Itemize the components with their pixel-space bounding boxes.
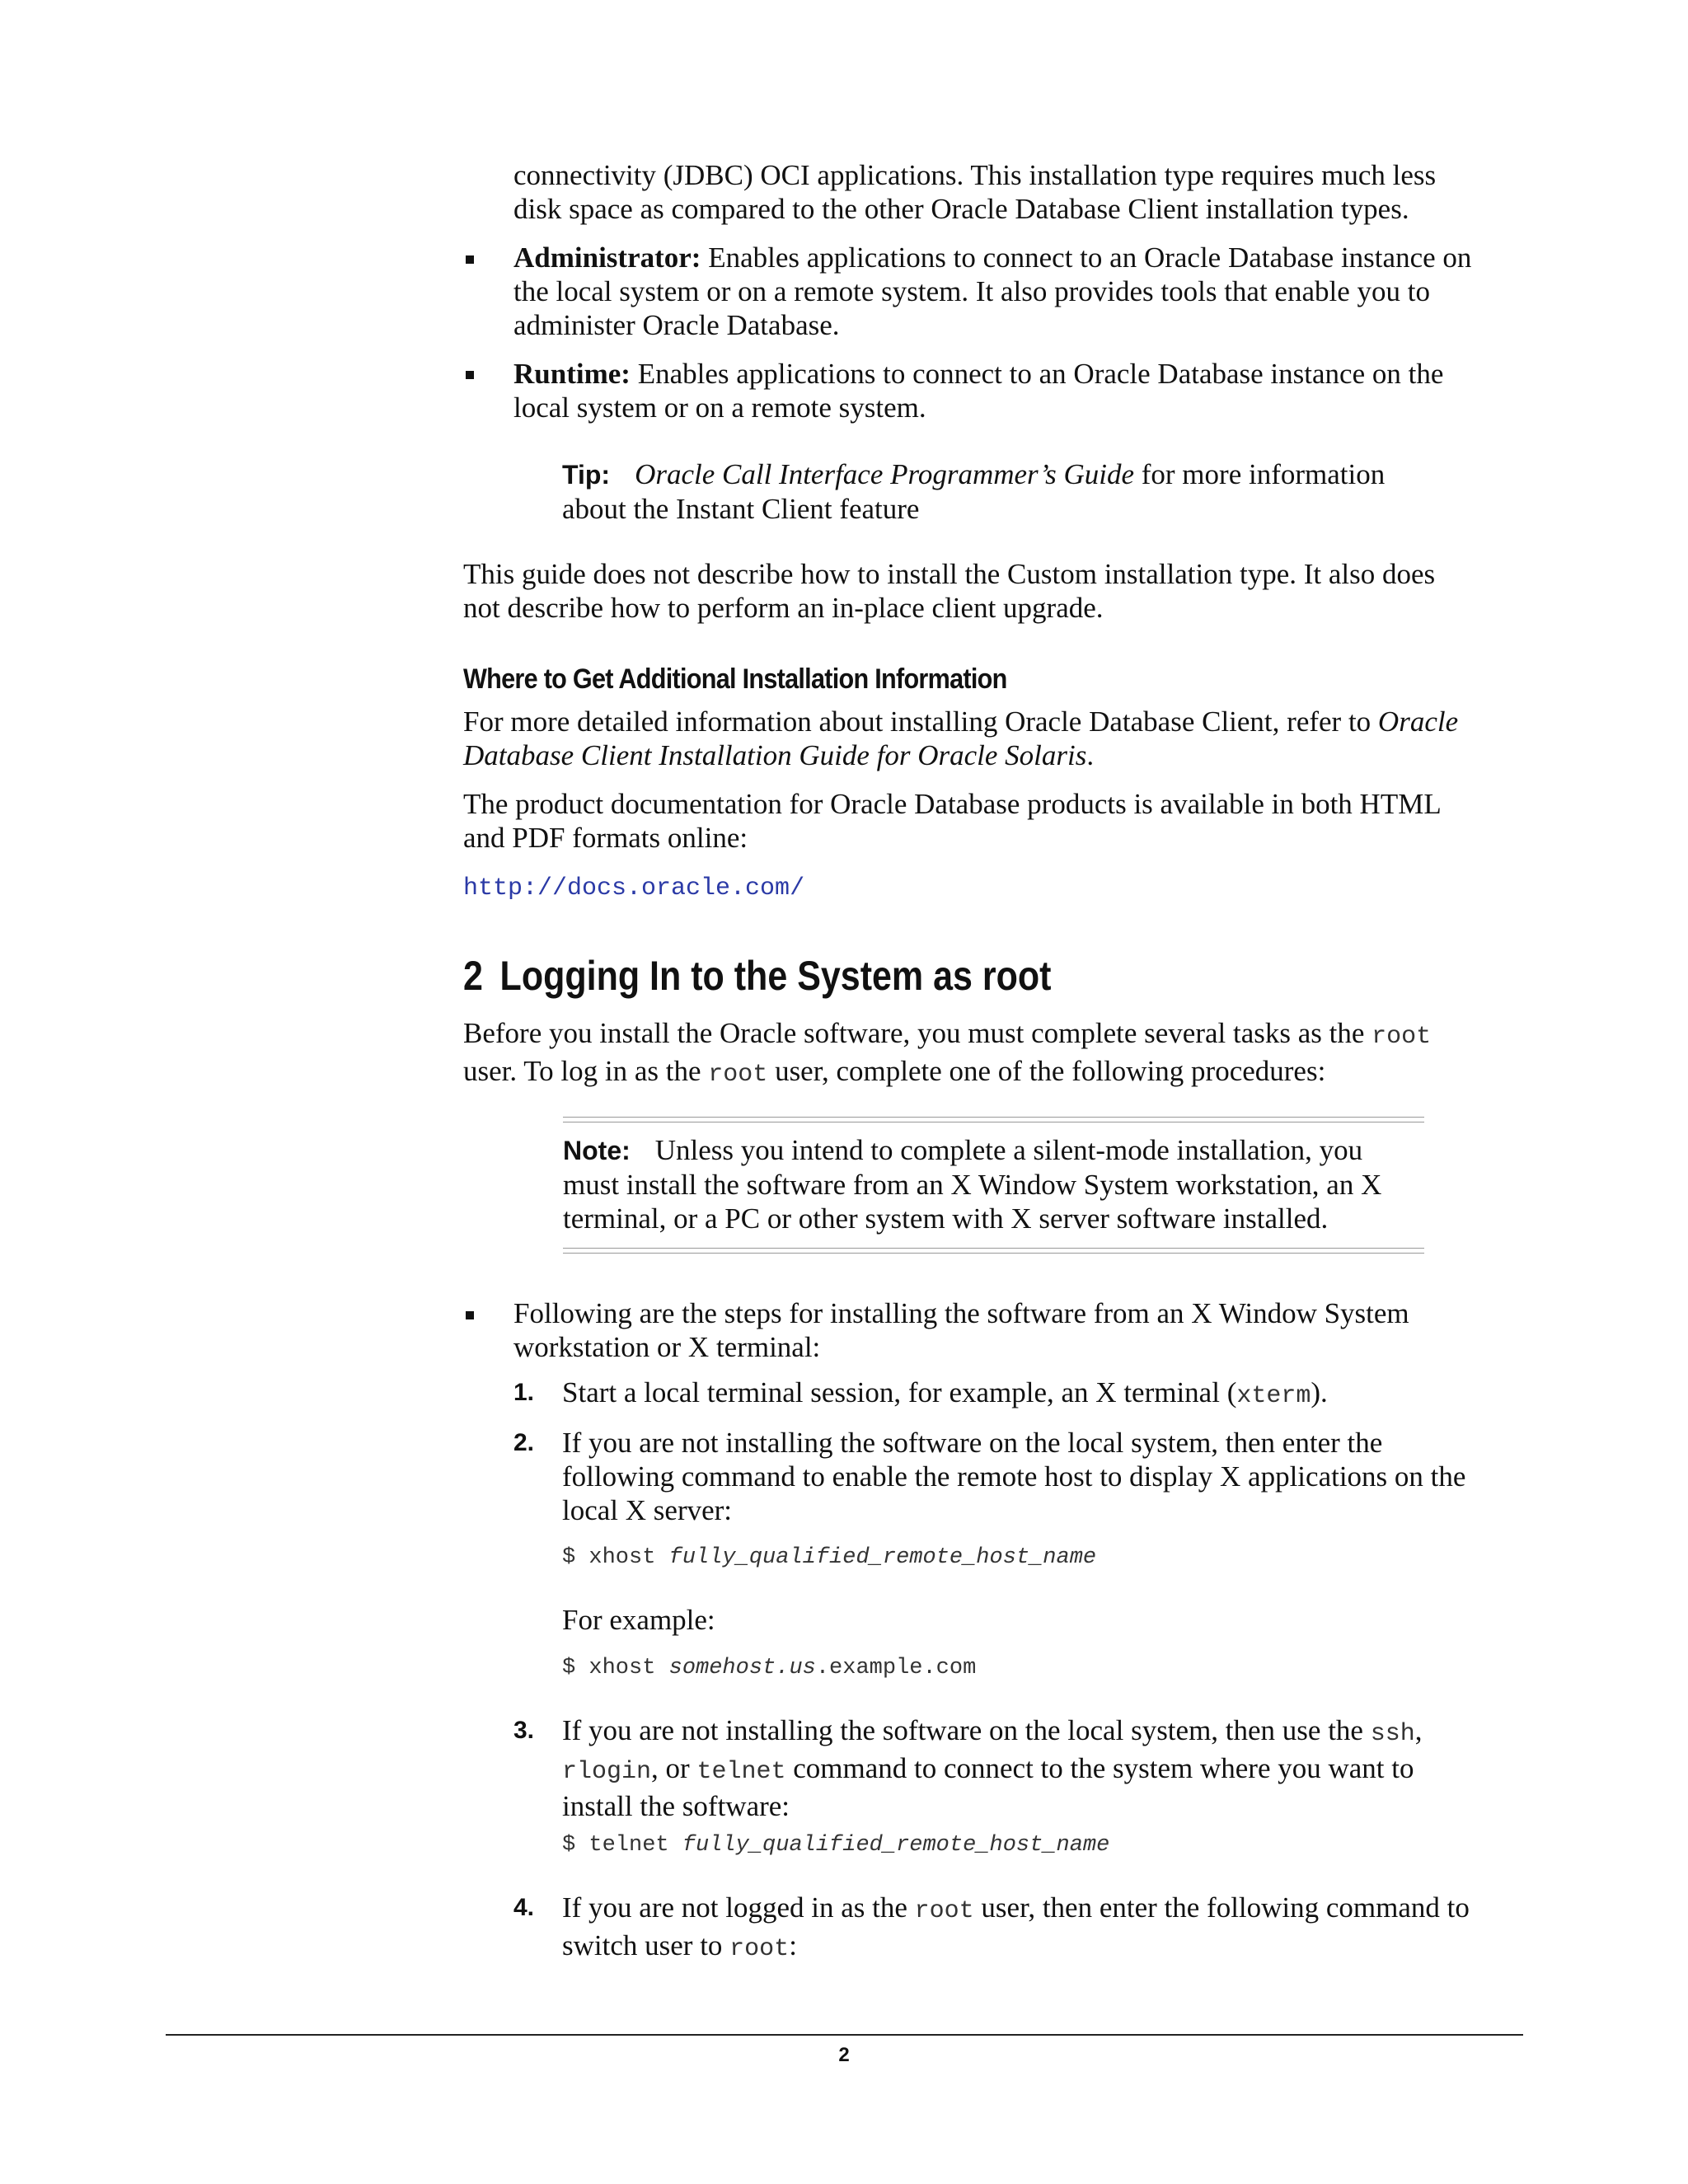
note-box <box>563 1133 1437 1235</box>
step-text: user, then enter the following command to <box>973 1891 1470 1924</box>
paragraph-text: For more detailed information about installing Oracle Database Client, refer to <box>463 705 1378 738</box>
note-top-rule <box>563 1117 1424 1122</box>
page-number: 2 <box>838 2044 850 2066</box>
step-number: 3. <box>513 1717 535 1744</box>
tip-label: Tip: <box>562 460 611 490</box>
chapter-intro <box>463 1016 1559 1092</box>
code-text: .example.com <box>815 1656 977 1680</box>
step-text: ). <box>1311 1376 1328 1408</box>
paragraph-text: user. To log in as the <box>463 1055 709 1087</box>
bullet-term: Administrator: <box>513 241 701 274</box>
chapter-heading <box>463 952 1051 1000</box>
step-text: : <box>789 1929 797 1961</box>
section-heading: Where to Get Additional Installation Information <box>463 663 1007 695</box>
paragraph-text: Before you install the Oracle software, you must complete several tasks as the <box>463 1017 1372 1049</box>
note-text: must install the software from an X Window System workstation, an X <box>563 1169 1382 1201</box>
code-block <box>562 1654 976 1682</box>
note-bottom-rule <box>563 1248 1424 1254</box>
tip-text: for more information <box>1134 458 1386 490</box>
paragraph-text: user, complete one of the following procedures: <box>767 1055 1326 1087</box>
paragraph-line: This guide does not describe how to install the Custom installation type. It also does <box>463 558 1436 590</box>
step-text: If you are not installing the software on the local system, then enter the <box>562 1427 1383 1459</box>
step-number: 2. <box>513 1429 535 1456</box>
bullet-text: workstation or X terminal: <box>513 1331 821 1363</box>
tip-guide-title: Oracle Call Interface Programmer’s Guide <box>635 458 1134 490</box>
code-text: $ xhost <box>562 1656 669 1680</box>
step-text: switch user to <box>562 1929 730 1961</box>
guide-title: Oracle <box>1377 705 1459 738</box>
step-number: 1. <box>513 1379 535 1406</box>
code-text: $ telnet <box>562 1833 682 1858</box>
code-placeholder: fully_qualified_remote_host_name <box>668 1545 1097 1570</box>
step-text: following command to enable the remote host to display X applications on the <box>562 1460 1466 1493</box>
code-placeholder: somehost.us <box>668 1656 816 1680</box>
chapter-title: Logging In to the System as root <box>499 953 1052 999</box>
note-text: Unless you intend to complete a silent-mode installation, you <box>654 1134 1363 1166</box>
bullet-text: administer Oracle Database. <box>513 309 840 341</box>
docs-link[interactable]: http://docs.oracle.com/ <box>463 874 805 902</box>
bullet-text: Enables applications to connect to an Oracle Database instance on <box>701 241 1472 274</box>
intro-line-1: connectivity (JDBC) OCI applications. This installation type requires much less <box>513 159 1437 191</box>
step-text: Start a local terminal session, for example, an X terminal ( <box>562 1376 1237 1408</box>
tip-box <box>562 457 1469 526</box>
inline-code: ssh <box>1370 1720 1415 1748</box>
guide-title: Database Client Installation Guide for Oracle Solaris <box>463 739 1087 771</box>
bullet-text: Enables applications to connect to an Oracle Database instance on the <box>630 358 1444 390</box>
intro-continuation <box>513 158 1527 226</box>
bullet-marker <box>466 1311 474 1319</box>
inline-code: xterm <box>1236 1382 1311 1410</box>
bullet-text: Following are the steps for installing the software from an X Window System <box>513 1297 1409 1329</box>
inline-code: root <box>708 1061 768 1089</box>
step-text: If you are not logged in as the <box>562 1891 915 1924</box>
chapter-number: 2 <box>463 953 483 999</box>
inline-code: rlogin <box>562 1758 652 1786</box>
note-label: Note: <box>563 1136 631 1165</box>
step-text: , or <box>651 1752 697 1784</box>
code-block <box>562 1831 1109 1859</box>
step-3 <box>562 1713 1551 1823</box>
step-text: command to connect to the system where you want to <box>785 1752 1414 1784</box>
paragraph-more-info <box>463 705 1559 772</box>
step-text: If you are not installing the software on the local system, then use the <box>562 1714 1371 1746</box>
inline-code: telnet <box>696 1758 786 1786</box>
step-4 <box>562 1891 1551 1966</box>
bullet-marker <box>466 371 474 379</box>
intro-line-2: disk space as compared to the other Oracle Database Client installation types. <box>513 193 1409 225</box>
step-text: , <box>1414 1714 1423 1746</box>
bullet-term: Runtime: <box>513 358 631 390</box>
step-1 <box>562 1376 1551 1413</box>
paragraph-product-docs <box>463 787 1559 855</box>
bullet-administrator <box>513 241 1527 342</box>
paragraph-custom-install <box>463 557 1535 625</box>
paragraph-text: . <box>1086 739 1095 771</box>
inline-code: root <box>914 1897 974 1925</box>
step-text: local X server: <box>562 1494 733 1526</box>
paragraph-line: The product documentation for Oracle Database products is available in both HTML <box>463 788 1442 820</box>
code-placeholder: fully_qualified_remote_host_name <box>682 1833 1110 1858</box>
step-2 <box>562 1426 1551 1527</box>
code-block <box>562 1544 1096 1572</box>
bullet-marker <box>466 255 474 264</box>
note-text: terminal, or a PC or other system with X server software installed. <box>563 1202 1329 1235</box>
footer-rule <box>166 2034 1523 2036</box>
paragraph-line: and PDF formats online: <box>463 822 748 854</box>
example-label: For example: <box>562 1604 715 1636</box>
step-number: 4. <box>513 1894 535 1921</box>
code-text: $ xhost <box>562 1545 669 1570</box>
inline-code: root <box>1372 1023 1432 1051</box>
inline-code: root <box>729 1935 790 1963</box>
step-text: install the software: <box>562 1790 790 1822</box>
paragraph-line: not describe how to perform an in-place client upgrade. <box>463 592 1104 624</box>
tip-text: about the Instant Client feature <box>562 493 920 525</box>
bullet-x-window <box>513 1296 1552 1364</box>
bullet-runtime <box>513 357 1527 424</box>
bullet-text: the local system or on a remote system. It also provides tools that enable you to <box>513 275 1430 307</box>
bullet-text: local system or on a remote system. <box>513 391 926 424</box>
